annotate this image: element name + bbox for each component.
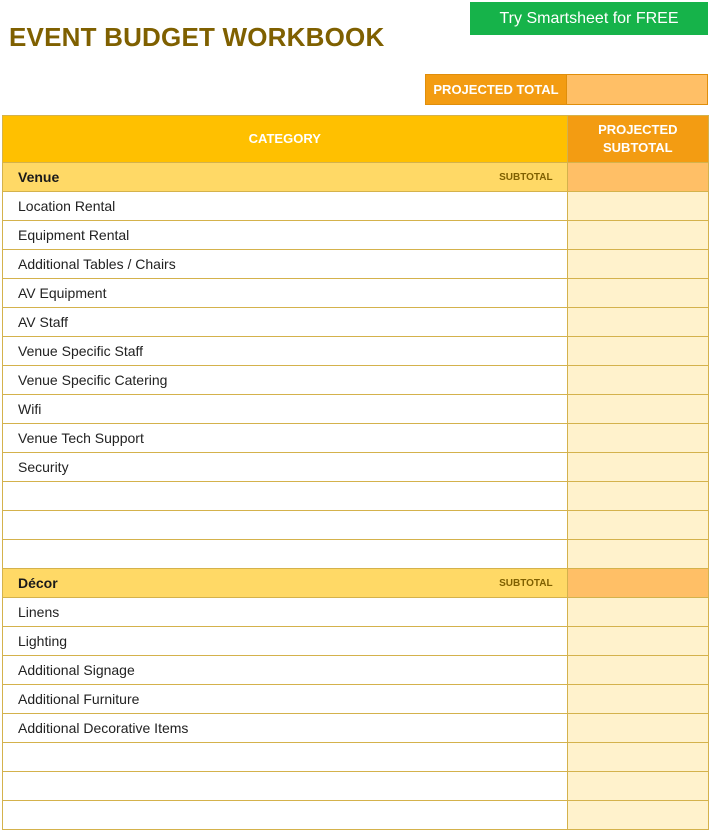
table-row — [3, 772, 709, 801]
subtotal-cell[interactable] — [567, 337, 708, 366]
subtotal-cell[interactable] — [567, 250, 708, 279]
table-row — [3, 714, 709, 743]
subtotal-cell[interactable] — [567, 685, 708, 714]
section-subtotal-label: SUBTOTAL — [499, 172, 553, 183]
page-title: EVENT BUDGET WORKBOOK — [9, 22, 385, 52]
category-header: CATEGORY — [3, 116, 568, 163]
category-cell[interactable]: Additional Tables / Chairs — [3, 250, 568, 279]
subtotal-cell[interactable] — [567, 511, 708, 540]
subtotal-cell[interactable] — [567, 656, 708, 685]
table-row — [3, 424, 709, 453]
subtotal-cell[interactable] — [567, 540, 708, 569]
table-header-row — [3, 116, 709, 163]
category-cell[interactable]: AV Equipment — [3, 279, 568, 308]
section-subtotal-label: SUBTOTAL — [499, 578, 553, 589]
category-cell[interactable]: Wifi — [3, 395, 568, 424]
category-cell[interactable]: Additional Signage — [3, 656, 568, 685]
subtotal-cell[interactable] — [567, 279, 708, 308]
category-cell[interactable]: Additional Decorative Items — [3, 714, 568, 743]
category-cell[interactable] — [3, 511, 568, 540]
subtotal-cell[interactable] — [567, 192, 708, 221]
category-cell[interactable] — [3, 482, 568, 511]
subtotal-cell[interactable] — [567, 482, 708, 511]
category-cell[interactable]: Lighting — [3, 627, 568, 656]
table-row — [3, 685, 709, 714]
category-cell[interactable] — [3, 743, 568, 772]
section-name-cell — [3, 163, 568, 192]
table-row — [3, 511, 709, 540]
subtotal-cell[interactable] — [567, 308, 708, 337]
subtotal-cell[interactable] — [567, 395, 708, 424]
category-cell[interactable]: Venue Tech Support — [3, 424, 568, 453]
category-cell[interactable]: Equipment Rental — [3, 221, 568, 250]
projected-total-label: PROJECTED TOTAL — [425, 74, 567, 105]
subtotal-cell[interactable] — [567, 772, 708, 801]
table-row — [3, 250, 709, 279]
table-row — [3, 540, 709, 569]
category-cell[interactable] — [3, 772, 568, 801]
category-cell[interactable]: Linens — [3, 598, 568, 627]
category-cell[interactable]: Venue Specific Catering — [3, 366, 568, 395]
category-cell[interactable]: AV Staff — [3, 308, 568, 337]
table-row — [3, 279, 709, 308]
section-subtotal-value[interactable] — [567, 163, 708, 192]
table-row — [3, 801, 709, 830]
category-cell[interactable]: Venue Specific Staff — [3, 337, 568, 366]
subtotal-cell[interactable] — [567, 714, 708, 743]
subtotal-cell[interactable] — [567, 453, 708, 482]
table-row — [3, 743, 709, 772]
projected-total-value[interactable] — [567, 74, 708, 105]
category-cell[interactable]: Location Rental — [3, 192, 568, 221]
projected-subtotal-header-line2: SUBTOTAL — [603, 140, 673, 155]
table-row — [3, 221, 709, 250]
section-subtotal-value[interactable] — [567, 569, 708, 598]
budget-table — [2, 115, 709, 830]
section-name-cell — [3, 569, 568, 598]
category-cell[interactable] — [3, 540, 568, 569]
category-cell[interactable]: Additional Furniture — [3, 685, 568, 714]
category-cell[interactable] — [3, 801, 568, 830]
table-row — [3, 482, 709, 511]
table-row — [3, 627, 709, 656]
try-smartsheet-button[interactable]: Try Smartsheet for FREE — [470, 2, 708, 35]
section-name: Venue — [18, 169, 60, 185]
category-cell[interactable]: Security — [3, 453, 568, 482]
projected-subtotal-header-line1: PROJECTED — [598, 122, 678, 137]
table-row — [3, 598, 709, 627]
subtotal-cell[interactable] — [567, 598, 708, 627]
subtotal-cell[interactable] — [567, 366, 708, 395]
subtotal-cell[interactable] — [567, 221, 708, 250]
table-row — [3, 308, 709, 337]
table-row — [3, 453, 709, 482]
table-row — [3, 656, 709, 685]
subtotal-cell[interactable] — [567, 743, 708, 772]
table-row — [3, 395, 709, 424]
table-row — [3, 366, 709, 395]
subtotal-cell[interactable] — [567, 424, 708, 453]
subtotal-cell[interactable] — [567, 801, 708, 830]
table-row — [3, 337, 709, 366]
table-row — [3, 192, 709, 221]
subtotal-cell[interactable] — [567, 627, 708, 656]
section-row — [3, 163, 709, 192]
section-name: Décor — [18, 575, 58, 591]
projected-subtotal-header — [567, 116, 708, 163]
section-row — [3, 569, 709, 598]
